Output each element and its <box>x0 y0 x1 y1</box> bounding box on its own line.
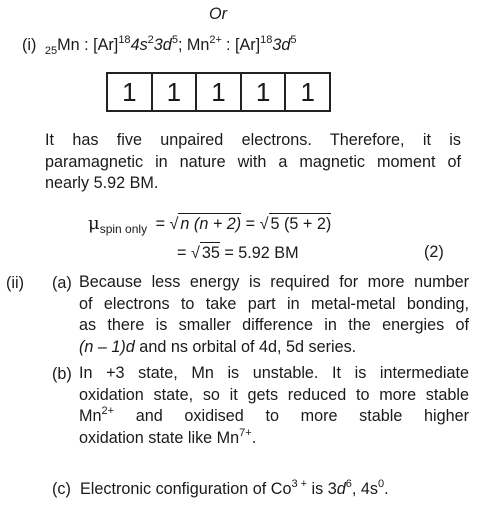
orbital-box <box>108 74 153 110</box>
electron-arrow: 1 <box>211 77 226 107</box>
equation-line-2 <box>177 242 299 263</box>
sqrt-radical: √ <box>169 215 179 233</box>
para-line: paramagnetic in nature with a magnetic moment of <box>45 152 461 171</box>
item-a-line4-rest: and ns orbital of 4d, 5d series. <box>134 337 357 356</box>
d-superscript: 5 <box>171 34 178 46</box>
item-b-text <box>79 363 469 449</box>
item-c-pre: Electronic configuration of Co <box>80 480 292 498</box>
paramagnetic-paragraph <box>45 130 461 195</box>
config-3d: 3d <box>153 36 172 54</box>
mn-symbol: Mn <box>79 407 102 425</box>
item-a-line: Because less energy is required for more number <box>79 273 469 291</box>
mu-subscript: spin only <box>99 222 148 236</box>
ion-config: : [Ar] <box>225 36 261 54</box>
d-letter: d <box>336 480 346 498</box>
item-b-line3-rest: and oxidised to more stable higher <box>135 407 469 425</box>
d6-superscript: 6 <box>345 478 352 490</box>
mn7-charge: 7+ <box>239 426 252 439</box>
item-c-post: , 4s <box>351 480 378 498</box>
atomic-number: 25 <box>44 45 58 57</box>
electron-arrow: 1 <box>300 77 315 107</box>
electron-arrow: 1 <box>255 77 271 107</box>
para-line: It has five unpaired electrons. Therefore, it is <box>45 131 461 149</box>
sqrt-5-expression: 5 (5 + 2) <box>270 215 332 233</box>
ion-charge: 2+ <box>209 34 222 46</box>
equals-sign: = <box>177 244 191 262</box>
sqrt-35: 35 <box>201 244 220 262</box>
n-minus-1: (n – 1) <box>79 337 126 356</box>
orbital-box <box>153 74 198 110</box>
d-letter: d <box>125 337 135 356</box>
item-a-line <box>79 337 469 359</box>
s0-superscript: 0 <box>378 478 385 490</box>
item-a-line: as there is smaller difference in the energies of <box>79 316 469 334</box>
item-c-label: (c) <box>52 480 71 498</box>
config-4s: 4s <box>130 36 148 54</box>
period: . <box>251 428 257 447</box>
item-c-mid: is 3 <box>307 480 337 498</box>
sqrt-radical: √ <box>259 215 269 233</box>
mu-symbol: μ <box>88 213 100 234</box>
ar-superscript: 18 <box>118 34 131 46</box>
item-b-line4-pre: oxidation state like Mn <box>79 428 240 447</box>
electron-arrow: 1 <box>122 77 137 107</box>
mn2-charge: 2+ <box>101 405 115 417</box>
item-b-line: oxidation state, so it gets reduced to more stable <box>79 385 469 404</box>
s-superscript: 2 <box>147 34 154 46</box>
equation-line-1 <box>88 213 331 234</box>
orbital-box <box>286 74 329 110</box>
mn-config-label: Mn : [Ar] <box>57 36 119 54</box>
item-b-label: (b) <box>52 365 72 383</box>
period: . <box>384 480 389 498</box>
marks: (2) <box>424 243 444 261</box>
item-a-line: of electrons to take part in metal-metal bonding, <box>79 294 469 313</box>
part-i-config-line <box>22 35 297 55</box>
equals-sign: = <box>241 215 260 233</box>
sqrt-n-expression: n (n + 2) <box>180 215 242 233</box>
magnetic-moment-value: = 5.92 BM <box>219 244 299 262</box>
ion-label: ; Mn <box>177 36 210 54</box>
item-b-line <box>79 406 469 428</box>
orbital-box <box>197 74 242 110</box>
item-c-text <box>80 479 389 499</box>
item-b-line: In +3 state, Mn is unstable. It is intermediate <box>79 364 469 382</box>
para-line: nearly 5.92 BM. <box>45 174 159 192</box>
part-i-label: (i) <box>22 36 37 54</box>
ar-superscript-2: 18 <box>260 34 273 46</box>
sqrt-radical: √ <box>190 244 200 262</box>
co3-charge: 3 + <box>291 478 308 490</box>
electron-arrow: 1 <box>166 77 182 107</box>
ion-d-superscript: 5 <box>290 34 297 46</box>
orbital-box <box>242 74 287 110</box>
ion-3d: 3d <box>272 36 291 54</box>
part-ii-label: (ii) <box>6 274 24 292</box>
or-heading: Or <box>209 5 227 23</box>
d-orbital-diagram <box>106 72 331 112</box>
equals-sign: = <box>155 215 170 233</box>
item-a-label: (a) <box>52 274 72 292</box>
item-b-line <box>79 428 469 450</box>
item-a-text <box>79 272 469 358</box>
